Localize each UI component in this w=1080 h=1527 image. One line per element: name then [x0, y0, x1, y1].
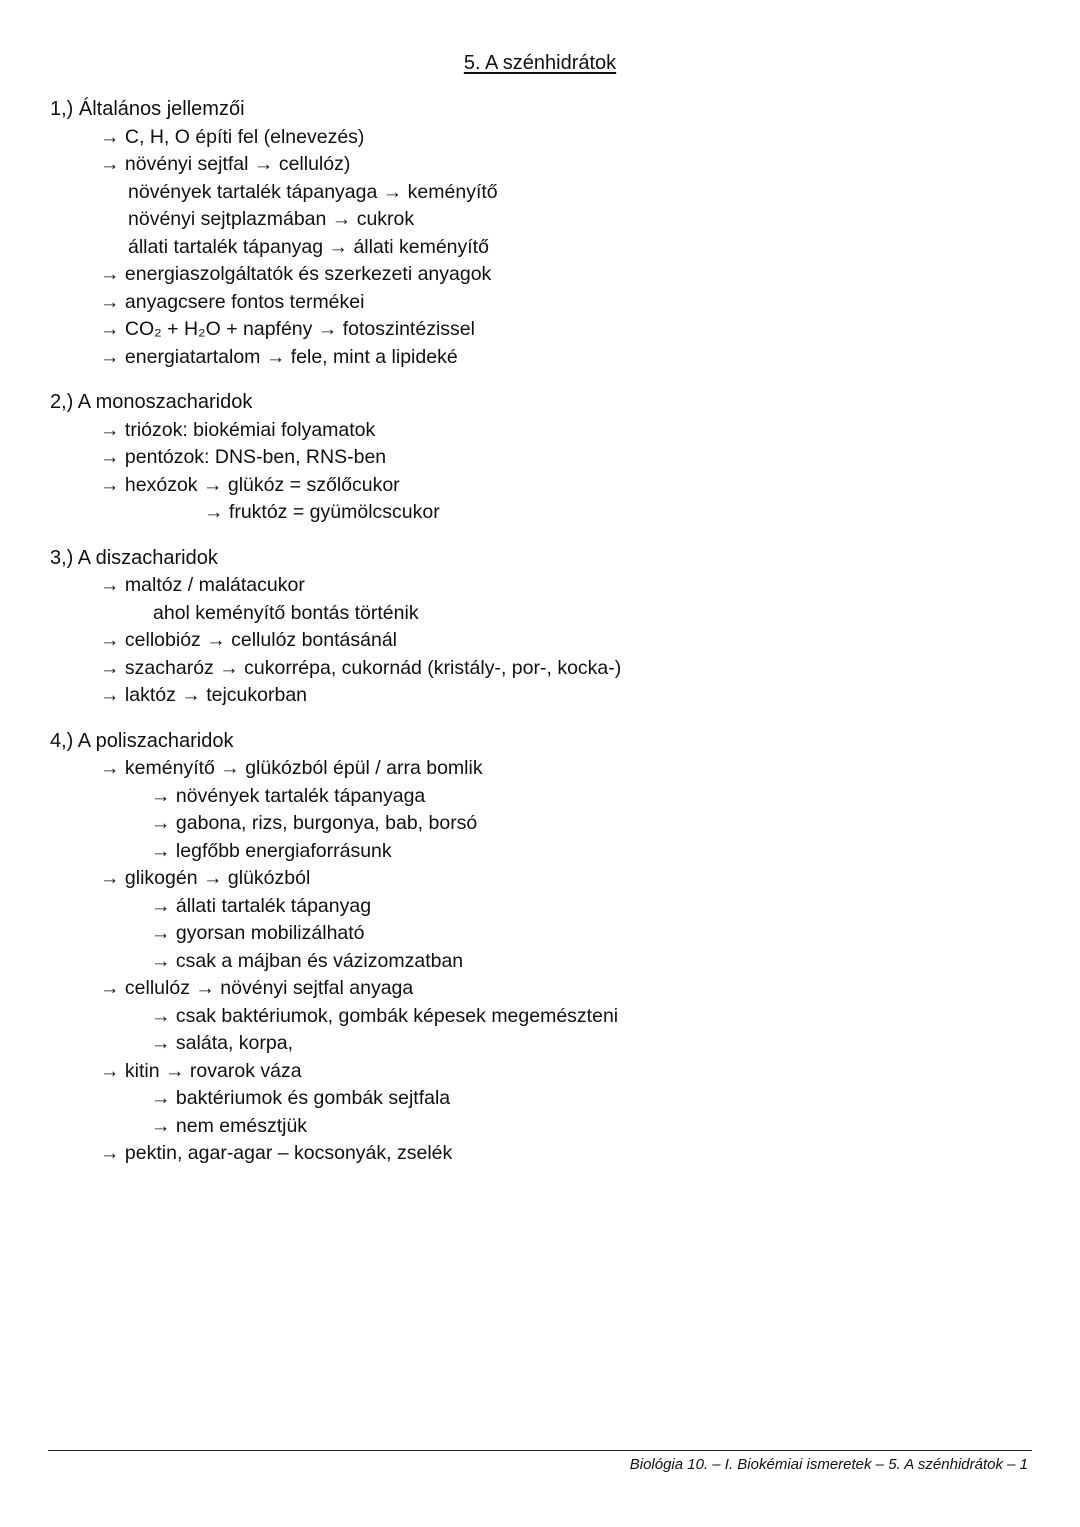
- list-item: → növények tartalék tápanyaga: [151, 784, 426, 807]
- section-spacer: [50, 527, 1030, 545]
- list-item: → csak a májban és vázizomzatban: [151, 949, 464, 972]
- list-item: → állati tartalék tápanyag: [151, 894, 372, 917]
- list-item: → energiatartalom → fele, mint a lipideké: [100, 345, 458, 368]
- page-footer: Biológia 10. – I. Biokémiai ismeretek – 5. A szénhidrátok – 1: [629, 1456, 1028, 1473]
- list-item: → energiaszolgáltatók és szerkezeti anyagok: [100, 263, 492, 285]
- list-item: → nem emésztjük: [151, 1114, 308, 1137]
- list-item: → glikogén → glükózból: [100, 867, 311, 889]
- list-item: → C, H, O építi fel (elnevezés): [100, 125, 365, 148]
- section-heading-polysaccharides: 4,) A poliszacharidok: [50, 729, 234, 752]
- list-item: → cellulóz → növényi sejtfal anyaga: [100, 977, 414, 999]
- list-item: növények tartalék tápanyaga → keményítő: [128, 180, 498, 203]
- section-heading-disaccharides: 3,) A diszacharidok: [50, 546, 218, 569]
- list-item: → csak baktériumok, gombák képesek megemészteni: [151, 1004, 619, 1027]
- list-item: növényi sejtplazmában → cukrok: [128, 208, 415, 230]
- section-heading-general: 1,) Általános jellemzői: [50, 98, 245, 120]
- list-item: → maltóz / malátacukor: [100, 574, 305, 596]
- list-item: → cellobióz → cellulóz bontásánál: [100, 629, 397, 651]
- list-item: → anyagcsere fontos termékei: [100, 290, 365, 313]
- list-item: → triózok: biokémiai folyamatok: [100, 418, 376, 441]
- list-item: → CO₂ + H₂O + napfény → fotoszintézissel: [100, 318, 475, 340]
- list-item: → laktóz → tejcukorban: [100, 684, 308, 706]
- list-item: → fruktóz = gyümölcscukor: [204, 501, 440, 523]
- list-item: → gyorsan mobilizálható: [151, 922, 365, 944]
- section-heading-monosaccharides: 2,) A monoszacharidok: [50, 391, 253, 413]
- list-item: ahol keményítő bontás történik: [153, 601, 419, 624]
- document-body: [50, 96, 1030, 1168]
- page-title: 5. A szénhidrátok: [463, 52, 617, 74]
- list-item: → keményítő → glükózból épül / arra bomlik: [100, 757, 483, 779]
- list-item: → saláta, korpa,: [151, 1032, 293, 1054]
- list-item: állati tartalék tápanyag → állati keményítő: [128, 235, 489, 258]
- list-item: → hexózok → glükóz = szőlőcukor: [100, 473, 400, 496]
- list-item: → legfőbb energiaforrásunk: [151, 839, 392, 862]
- section-spacer: [50, 710, 1030, 728]
- list-item: → pektin, agar-agar – kocsonyák, zselék: [100, 1142, 453, 1164]
- list-item: → növényi sejtfal → cellulóz): [100, 153, 351, 175]
- list-item: → szacharóz → cukorrépa, cukornád (kristály-, por-, kocka-): [100, 656, 622, 679]
- section-spacer: [50, 371, 1030, 389]
- list-item: → kitin → rovarok váza: [100, 1059, 302, 1082]
- list-item: → baktériumok és gombák sejtfala: [151, 1087, 451, 1109]
- list-item: → pentózok: DNS-ben, RNS-ben: [100, 446, 387, 468]
- list-item: → gabona, rizs, burgonya, bab, borsó: [151, 812, 478, 834]
- footer-divider: [48, 1450, 1032, 1451]
